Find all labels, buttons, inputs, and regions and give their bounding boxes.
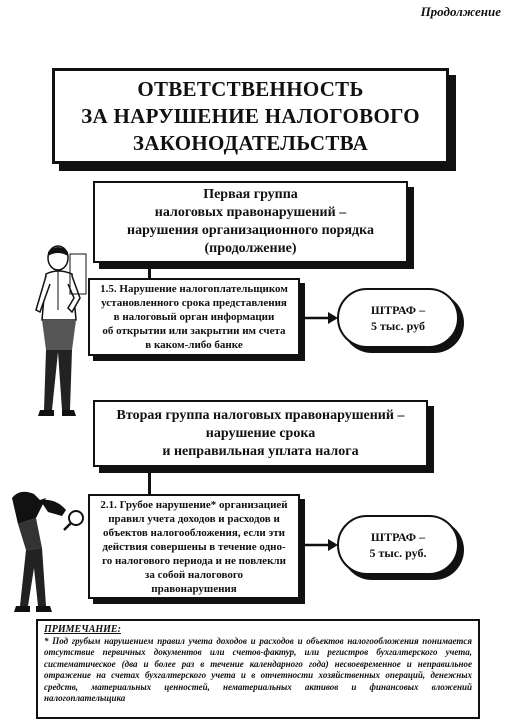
- fine-2: [337, 515, 459, 575]
- rule2-line: правил учета доходов и расходов и: [108, 512, 280, 525]
- rule2-line: действия совершены в течение одно-: [102, 540, 286, 553]
- connector-line: [148, 467, 151, 494]
- rule1-line: об открытии или закрытии им счета: [102, 325, 286, 337]
- title-line: ОТВЕТСТВЕННОСТЬ: [137, 76, 364, 101]
- note-box: [36, 619, 480, 719]
- group1-line: нарушения организационного порядка: [127, 223, 374, 238]
- group1-heading: [93, 181, 408, 263]
- rule2-line: правонарушения: [151, 582, 237, 595]
- group1-line: налоговых правонарушений –: [154, 205, 347, 220]
- rule1-line: в каком-либо банке: [145, 339, 243, 351]
- group1-line: (продолжение): [204, 241, 297, 256]
- connector-line: [148, 263, 151, 278]
- fine-1: [337, 288, 459, 348]
- main-title: [52, 68, 449, 164]
- note-text: * Под грубым нарушением правил учета доходов и расходов и объектов налогообложения понимается отсутствие первичных документов или счетов-фактур, или регистров бухгалтерского учета, систематическое (два и более раз в течение календарного года) несвоевременное и неправильное отражение на счетах бухгалтерского учета и в отчетности хозяйственных операций, денежных средств, материальных ценностей, нематериальных активов и финансовых вложений налогоплательщика: [44, 635, 472, 703]
- fine2-line: ШТРАФ –: [370, 530, 426, 544]
- group1-line: Первая группа: [203, 187, 298, 202]
- arrow-right-icon: [300, 538, 338, 552]
- rule-2-1: [88, 494, 300, 599]
- rule2-line: объектов налогообложения, если эти: [103, 526, 285, 539]
- rule2-line: за собой налогового: [144, 568, 244, 581]
- rule2-line: 2.1. Грубое нарушение* организацией: [100, 498, 288, 511]
- arrow-right-icon: [300, 311, 338, 325]
- fine1-line: ШТРАФ –: [370, 303, 426, 317]
- title-line: ЗА НАРУШЕНИЕ НАЛОГОВОГО: [81, 103, 420, 128]
- title-line: ЗАКОНОДАТЕЛЬСТВА: [132, 130, 369, 155]
- group2-line: Вторая группа налоговых правонарушений –: [116, 407, 405, 423]
- inspector-with-magnifier-icon: [6, 488, 88, 618]
- note-title: ПРИМЕЧАНИЕ:: [44, 624, 121, 635]
- group2-heading: [93, 400, 428, 467]
- standing-man-icon: [28, 240, 90, 425]
- group2-line: и неправильная уплата налога: [162, 443, 359, 459]
- rule1-line: установленного срока представления: [101, 297, 287, 309]
- rule2-line: го налогового периода и не повлекли: [102, 554, 286, 567]
- fine2-line: 5 тыс. руб.: [369, 546, 427, 560]
- rule1-line: 1.5. Нарушение налогоплательщиком: [100, 283, 288, 295]
- continuation-label: Продолжение: [420, 4, 501, 19]
- rule-1-5: [88, 278, 300, 356]
- fine1-line: 5 тыс. руб: [371, 319, 425, 333]
- group2-line: нарушение срока: [205, 425, 316, 441]
- rule1-line: в налоговый орган информации: [113, 311, 275, 323]
